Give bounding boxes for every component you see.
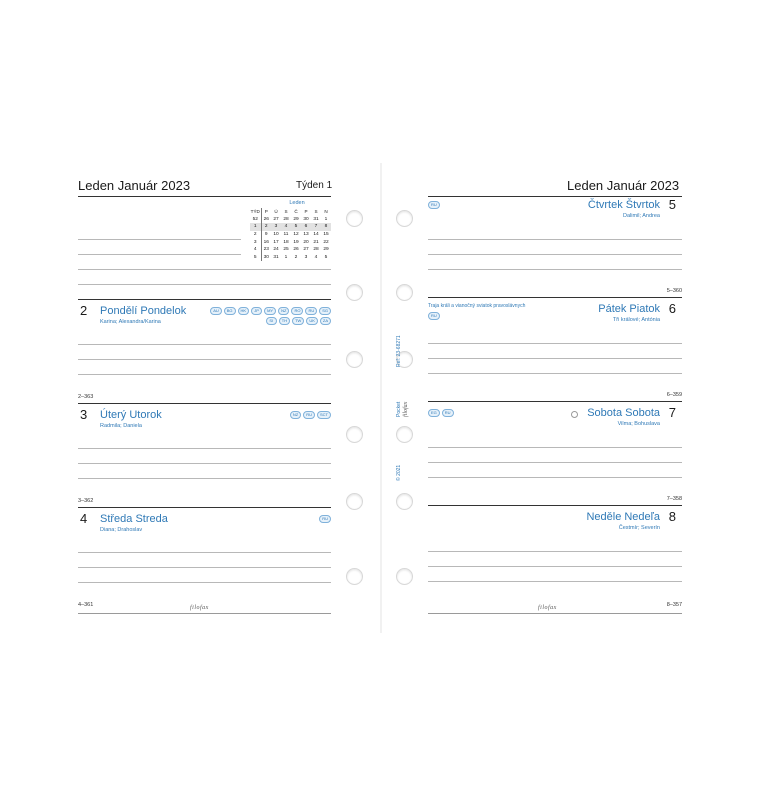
calendar-day: 1	[324, 216, 328, 222]
writing-line	[428, 373, 682, 374]
country-badge: RU	[303, 411, 315, 419]
calendar-day: 30	[303, 216, 309, 222]
right-page-title: Leden Január 2023	[567, 178, 680, 193]
name-days: Diana; Drahoslav	[100, 527, 143, 533]
day-number: 3	[80, 407, 88, 422]
calendar-day: 14	[313, 232, 319, 238]
country-badge: NZ	[290, 411, 301, 419]
filofax-logo: filofax	[538, 605, 557, 611]
calendar-day: 21	[313, 239, 319, 245]
country-badge: RU	[428, 312, 440, 320]
writing-line	[78, 359, 331, 360]
mini-calendar	[250, 200, 334, 261]
week-label: Týden 1	[296, 180, 333, 191]
country-badge: SG	[319, 307, 331, 315]
calendar-day: 27	[273, 216, 279, 222]
day-number: 5	[668, 197, 676, 212]
week-number: 1	[250, 223, 261, 231]
day-count: 4–361	[78, 602, 94, 608]
calendar-day: 11	[283, 232, 289, 238]
calendar-day: 31	[313, 216, 319, 222]
writing-line	[428, 477, 682, 478]
country-badge: ZA	[320, 317, 331, 325]
writing-line	[428, 239, 682, 240]
country-badge: MY	[264, 307, 276, 315]
country-badge: HK	[238, 307, 250, 315]
country-badge: RU	[428, 201, 440, 209]
day-name: Středa Streda	[100, 513, 168, 525]
holiday-note: Traja králi a vianočný sviatok pravoslávnych	[428, 303, 526, 309]
day-header: P	[264, 209, 268, 215]
spine-copyright: © 2021	[396, 464, 402, 481]
country-badge: BG	[224, 307, 236, 315]
country-badge: RU	[442, 409, 454, 417]
day-number: 4	[80, 511, 88, 526]
writing-line	[428, 358, 682, 359]
filofax-logo: filofax	[190, 605, 209, 611]
day-header: P	[304, 209, 308, 215]
writing-line	[428, 447, 682, 448]
day-rule	[78, 403, 331, 404]
moon-phase-icon	[571, 411, 578, 418]
holiday-badges	[224, 411, 331, 419]
writing-line	[78, 567, 331, 568]
calendar-day: 2	[261, 223, 271, 231]
writing-line	[78, 374, 331, 375]
day-name: Pondělí Pondelok	[100, 305, 187, 317]
day-number: 8	[668, 509, 676, 524]
day-count: 7–358	[666, 496, 682, 502]
writing-line	[78, 254, 241, 255]
week-number: 52	[250, 216, 261, 224]
calendar-day: 5	[324, 254, 328, 260]
day-number: 7	[668, 405, 676, 420]
calendar-day: 4	[281, 223, 291, 231]
week-number: 3	[250, 238, 261, 246]
calendar-day: 22	[323, 239, 329, 245]
country-badge: RO	[291, 307, 303, 315]
calendar-day: 31	[273, 254, 279, 260]
calendar-day: 6	[301, 223, 311, 231]
calendar-day: 25	[283, 247, 289, 253]
day-header: S	[314, 209, 318, 215]
country-badge: UK	[306, 317, 318, 325]
calendar-day: 5	[291, 223, 301, 231]
calendar-day: 30	[263, 254, 269, 260]
day-rule	[428, 505, 682, 506]
calendar-day: 29	[293, 216, 299, 222]
day-name: Čtvrtek Štvrtok	[587, 199, 660, 211]
day-rule	[78, 507, 331, 508]
name-days: Tři králové; Antónia	[612, 317, 660, 323]
day-rule	[428, 401, 682, 402]
binder-hole	[396, 426, 413, 443]
calendar-day: 9	[264, 232, 268, 238]
spine-ref: Ref: 23-68271	[396, 335, 402, 367]
binder-hole	[346, 210, 363, 227]
footer-rule	[428, 613, 682, 614]
country-badge: EG	[428, 409, 440, 417]
country-badge: TW	[292, 317, 304, 325]
holiday-badges	[198, 307, 331, 325]
writing-line	[78, 344, 331, 345]
country-badge: RU	[319, 515, 331, 523]
calendar-day: 26	[293, 247, 299, 253]
calendar-day: 17	[273, 239, 279, 245]
writing-line	[78, 552, 331, 553]
binder-hole	[346, 351, 363, 368]
name-days: Karina; Alexandra/Karina	[100, 319, 161, 325]
week-number: 2	[250, 231, 261, 239]
country-badge: NZ	[278, 307, 289, 315]
calendar-day: 16	[263, 239, 269, 245]
binder-hole	[346, 493, 363, 510]
binder-hole	[396, 493, 413, 510]
calendar-day: 3	[271, 223, 281, 231]
day-header: S	[284, 209, 288, 215]
calendar-day: 3	[304, 254, 308, 260]
name-days: Vilma; Bohuslava	[617, 421, 660, 427]
day-count: 8–357	[666, 602, 682, 608]
day-name: Pátek Piatok	[598, 303, 660, 315]
spine-pocket: Pocket	[396, 401, 402, 417]
calendar-day: 4	[314, 254, 318, 260]
writing-line	[78, 478, 331, 479]
country-badge: SI	[266, 317, 277, 325]
left-page	[64, 163, 380, 633]
writing-line	[428, 566, 682, 567]
binder-hole	[396, 284, 413, 301]
day-name: Sobota Sobota	[587, 407, 660, 419]
week-number: 4	[250, 246, 261, 254]
day-count: 2–363	[78, 394, 94, 400]
binder-hole	[346, 426, 363, 443]
holiday-badges	[428, 201, 488, 209]
writing-line	[78, 239, 241, 240]
day-count: 5–360	[666, 288, 682, 294]
calendar-day: 7	[311, 223, 321, 231]
calendar-day: 28	[313, 247, 319, 253]
day-count: 6–359	[666, 392, 682, 398]
day-header: N	[324, 209, 328, 215]
holiday-badges	[428, 312, 488, 320]
header-rule	[78, 196, 331, 197]
day-header: Č	[294, 209, 298, 215]
day-count: 3–362	[78, 498, 94, 504]
header-rule	[428, 196, 682, 197]
planner-spread	[64, 163, 696, 633]
writing-line	[428, 269, 682, 270]
binder-hole	[346, 568, 363, 585]
writing-line	[428, 581, 682, 582]
calendar-day: 10	[273, 232, 279, 238]
calendar-day: 12	[293, 232, 299, 238]
calendar-day: 23	[263, 247, 269, 253]
mini-calendar-title: Leden	[289, 200, 305, 206]
day-name: Úterý Utorok	[100, 409, 162, 421]
country-badge: SCT	[317, 411, 331, 419]
calendar-day: 29	[323, 247, 329, 253]
day-rule	[78, 299, 331, 300]
binder-hole	[396, 568, 413, 585]
name-days: Radmila; Daniela	[100, 423, 142, 429]
calendar-day: 8	[321, 223, 331, 231]
name-days: Dalimil; Andrea	[623, 213, 660, 219]
writing-line	[78, 284, 331, 285]
day-name: Neděle Nedeľa	[586, 511, 660, 523]
calendar-day: 27	[303, 247, 309, 253]
calendar-day: 26	[263, 216, 269, 222]
left-page-title: Leden Január 2023	[78, 178, 191, 193]
holiday-badges	[264, 515, 331, 523]
calendar-day: 15	[323, 232, 329, 238]
calendar-day: 24	[273, 247, 279, 253]
writing-line	[428, 254, 682, 255]
calendar-day: 19	[293, 239, 299, 245]
calendar-day: 2	[294, 254, 298, 260]
calendar-day: 28	[283, 216, 289, 222]
holiday-badges	[428, 409, 488, 417]
right-page	[382, 163, 696, 633]
calendar-day: 18	[283, 239, 289, 245]
binder-hole	[396, 210, 413, 227]
day-number: 6	[668, 301, 676, 316]
binder-hole	[346, 284, 363, 301]
spine-logo: filofax	[403, 401, 409, 417]
writing-line	[428, 343, 682, 344]
day-rule	[428, 297, 682, 298]
writing-line	[78, 582, 331, 583]
day-number: 2	[80, 303, 88, 318]
week-number: 5	[250, 254, 261, 262]
country-badge: RU	[305, 307, 317, 315]
week-column-header: TÝD	[250, 209, 260, 215]
writing-line	[78, 448, 331, 449]
footer-rule	[78, 613, 331, 614]
country-badge: JP	[251, 307, 262, 315]
writing-line	[78, 269, 331, 270]
name-days: Čestmír; Severín	[618, 525, 660, 531]
mini-calendar-table	[250, 208, 331, 261]
country-badge: TH	[279, 317, 290, 325]
country-badge: AU	[210, 307, 222, 315]
calendar-day: 13	[303, 232, 309, 238]
calendar-day: 1	[284, 254, 288, 260]
day-header: Ú	[274, 209, 278, 215]
calendar-day: 20	[303, 239, 309, 245]
writing-line	[78, 463, 331, 464]
writing-line	[428, 551, 682, 552]
writing-line	[428, 462, 682, 463]
